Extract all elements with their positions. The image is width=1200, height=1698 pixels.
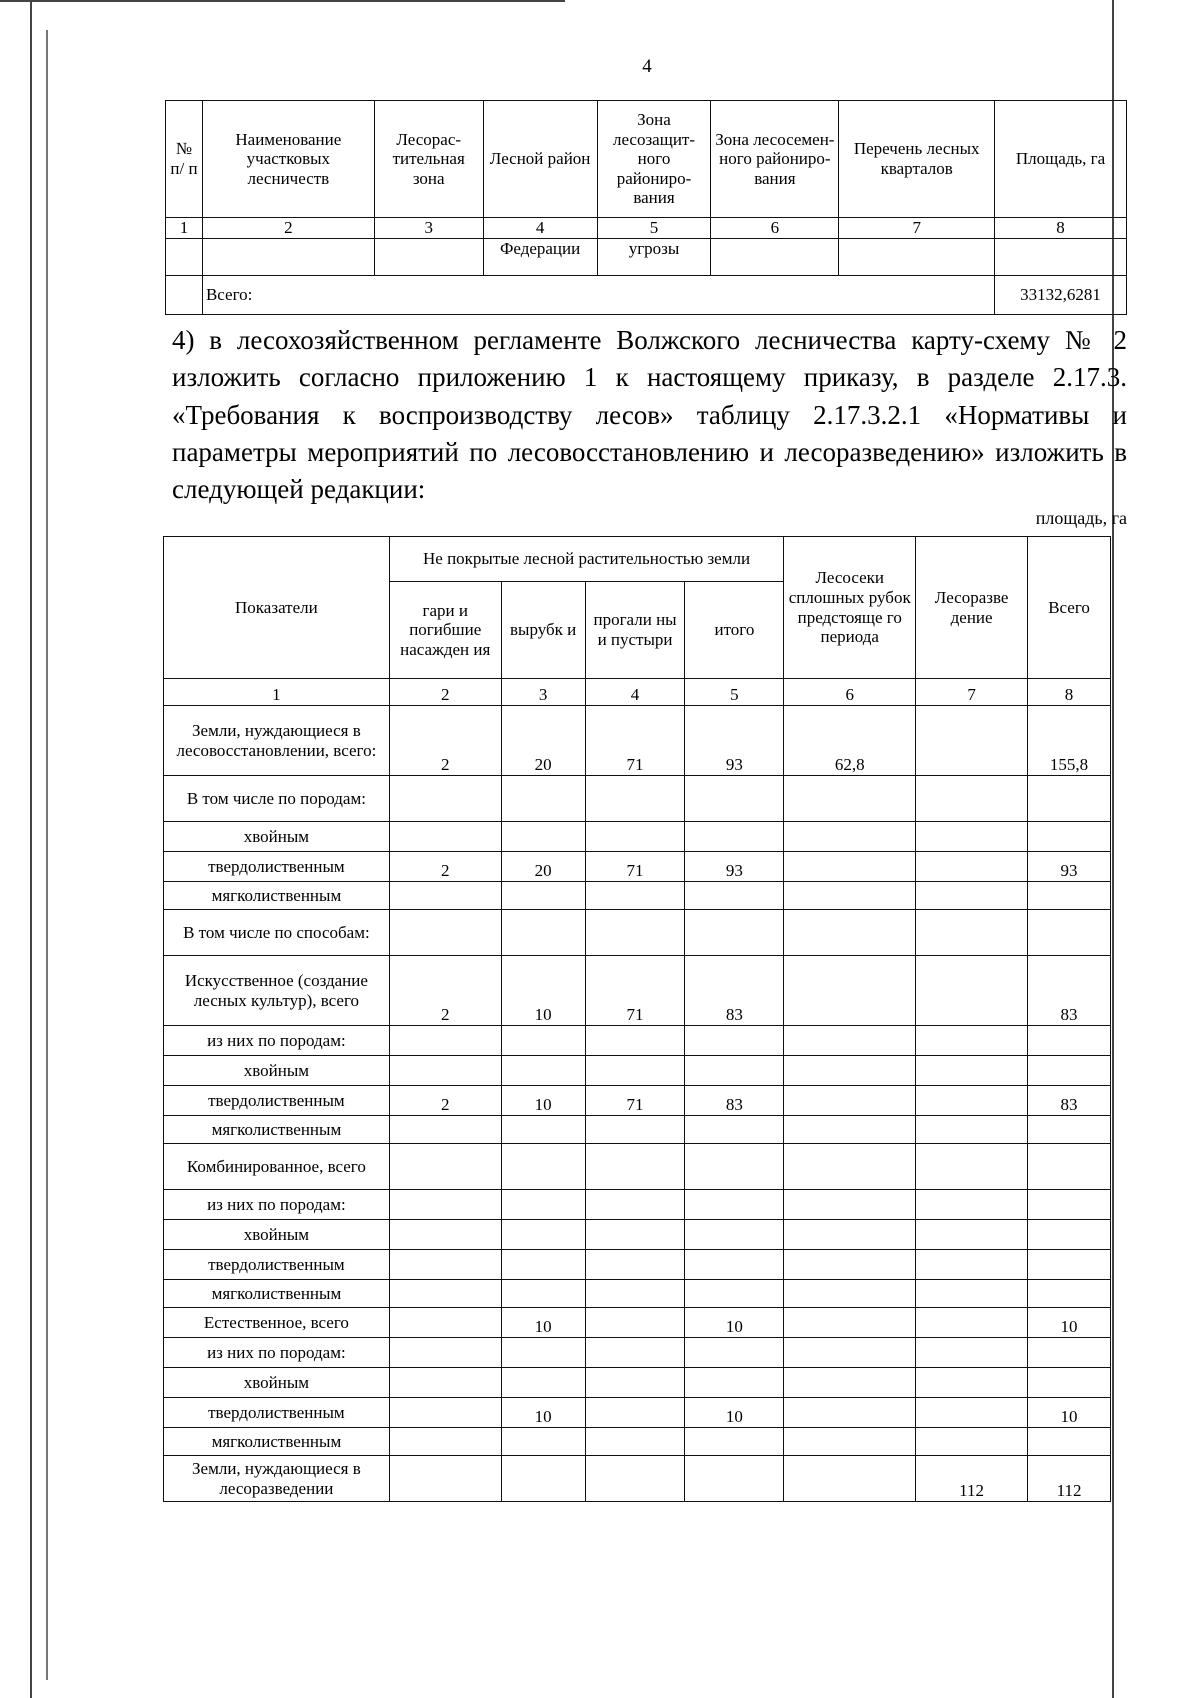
column-number: 3: [501, 679, 585, 706]
table-cell: [916, 852, 1028, 882]
table-cell: [501, 1368, 585, 1398]
table-cell: [685, 1368, 784, 1398]
column-number: 6: [711, 218, 839, 239]
table-row: [164, 956, 1111, 1026]
table-cell: [389, 1056, 501, 1086]
table-cell: [501, 1250, 585, 1280]
table-cell: 71: [585, 706, 685, 776]
table-cell: [839, 239, 995, 276]
table1-header: Лесной район: [483, 101, 597, 218]
table1-header: Зона лесосемен-ного райониро-вания: [711, 101, 839, 218]
table-row: [164, 1144, 1111, 1190]
table-cell: [784, 1144, 916, 1190]
table-cell: 2: [389, 852, 501, 882]
table-row: [164, 1428, 1111, 1456]
subheader: итого: [685, 582, 784, 679]
table-cell: [685, 1280, 784, 1308]
column-number: 8: [995, 218, 1127, 239]
table-cell: [1028, 910, 1111, 956]
table-cell: [916, 706, 1028, 776]
table-cell: [1028, 882, 1111, 910]
table-cell: [916, 1280, 1028, 1308]
table-cell: [585, 1056, 685, 1086]
table-row: [164, 1026, 1111, 1056]
table-cell: [501, 910, 585, 956]
table-cell: [389, 1428, 501, 1456]
table-cell: [501, 1338, 585, 1368]
table1-total-row: [166, 276, 1127, 315]
table-cell: [995, 239, 1127, 276]
table-row: [164, 882, 1111, 910]
row-label: хвойным: [164, 1220, 390, 1250]
table-cell: Федерации: [483, 239, 597, 276]
table-cell: [585, 1220, 685, 1250]
table-cell: 10: [501, 1398, 585, 1428]
table-cell: [685, 1338, 784, 1368]
table-row: [164, 910, 1111, 956]
table-cell: [916, 1398, 1028, 1428]
table-cell: [685, 1456, 784, 1502]
table-cell: [585, 822, 685, 852]
table-cell: [1028, 1144, 1111, 1190]
table-cell: 71: [585, 956, 685, 1026]
table-cell: [585, 1116, 685, 1144]
table-cell: [1028, 1368, 1111, 1398]
table-cell: 112: [916, 1456, 1028, 1502]
table-cell: [389, 1368, 501, 1398]
table-cell: [784, 1190, 916, 1220]
table-cell: [685, 1220, 784, 1250]
table-cell: 10: [1028, 1308, 1111, 1338]
row-label: Искусственное (создание лесных культур), всего: [164, 956, 390, 1026]
table-cell: [166, 239, 203, 276]
table-cell: 20: [501, 852, 585, 882]
table-cell: 10: [1028, 1398, 1111, 1428]
column-number: 8: [1028, 679, 1111, 706]
table-cell: [1028, 1056, 1111, 1086]
table-row: [164, 1368, 1111, 1398]
table-cell: [784, 1308, 916, 1338]
table-cell: [1028, 822, 1111, 852]
table-cell: [585, 1190, 685, 1220]
table-cell: [585, 910, 685, 956]
table-cell: [916, 882, 1028, 910]
table-cell: [784, 1338, 916, 1368]
table-cell: [685, 882, 784, 910]
column-number: 2: [389, 679, 501, 706]
subheader: гари и погибшие насажден ия: [389, 582, 501, 679]
row-label: Земли, нуждающиеся в лесоразведении: [164, 1456, 390, 1502]
table-cell: [166, 276, 203, 315]
table-cell: 155,8: [1028, 706, 1111, 776]
column-number: 7: [839, 218, 995, 239]
header-total: Всего: [1028, 537, 1111, 679]
table-cell: 83: [685, 956, 784, 1026]
table1-header: Перечень лесных кварталов: [839, 101, 995, 218]
table-row: [164, 776, 1111, 822]
table-cell: [389, 910, 501, 956]
table-row: [164, 1116, 1111, 1144]
header-cutting: Лесосеки сплошных рубок предстояще го периода: [784, 537, 916, 679]
table1-partial-row: [166, 239, 1127, 276]
table-cell: [501, 882, 585, 910]
table-cell: [784, 1428, 916, 1456]
table1-header: № п/ п: [166, 101, 203, 218]
row-label: В том числе по способам:: [164, 910, 390, 956]
table-row: [164, 1086, 1111, 1116]
table-cell: 2: [389, 956, 501, 1026]
table-cell: [784, 1056, 916, 1086]
table-cell: [1028, 1220, 1111, 1250]
table-cell: [685, 1250, 784, 1280]
table-cell: [585, 1280, 685, 1308]
table-cell: [916, 822, 1028, 852]
table-cell: [585, 1398, 685, 1428]
table-cell: [916, 1368, 1028, 1398]
table-cell: [389, 1338, 501, 1368]
subheader: вырубк и: [501, 582, 585, 679]
table-cell: [916, 956, 1028, 1026]
table-cell: 10: [501, 956, 585, 1026]
row-label: хвойным: [164, 822, 390, 852]
table-forestry-districts: [165, 100, 1127, 315]
table-cell: [784, 1086, 916, 1116]
row-label: твердолиственным: [164, 1250, 390, 1280]
row-label: из них по породам:: [164, 1026, 390, 1056]
column-number: 2: [202, 218, 374, 239]
table-cell: [1028, 1280, 1111, 1308]
table-cell: [685, 1190, 784, 1220]
table-cell: [389, 1250, 501, 1280]
table-row: [164, 706, 1111, 776]
table-cell: [685, 1428, 784, 1456]
table1-header: Наименование участковых лесничеств: [202, 101, 374, 218]
row-label: мягколиственным: [164, 1280, 390, 1308]
table-cell: 93: [685, 852, 784, 882]
table-cell: [916, 1308, 1028, 1338]
table-row: [164, 1220, 1111, 1250]
table-cell: [784, 1368, 916, 1398]
table-cell: 10: [685, 1398, 784, 1428]
table-cell: [916, 1338, 1028, 1368]
table-cell: 2: [389, 706, 501, 776]
table-cell: 83: [1028, 956, 1111, 1026]
table-cell: [389, 1398, 501, 1428]
header-afforestation: Лесоразве дение: [916, 537, 1028, 679]
table-cell: [784, 852, 916, 882]
table1-header: Лесорас-тительная зона: [374, 101, 483, 218]
table-cell: [585, 1428, 685, 1456]
table-row: [164, 822, 1111, 852]
table-cell: [784, 1116, 916, 1144]
header-indicators: Показатели: [164, 537, 390, 679]
table-cell: [374, 239, 483, 276]
table-cell: [916, 1086, 1028, 1116]
table-row: [164, 1338, 1111, 1368]
table1-header: Площадь, га: [995, 101, 1127, 218]
table2-body: [164, 706, 1111, 1502]
table-cell: 93: [685, 706, 784, 776]
table-cell: [585, 1026, 685, 1056]
table-cell: [202, 239, 374, 276]
row-label: В том числе по породам:: [164, 776, 390, 822]
scan-border-left: [30, 0, 32, 1698]
table-cell: [585, 882, 685, 910]
scan-border-top: [0, 0, 565, 2]
table-cell: 10: [501, 1086, 585, 1116]
table-cell: 93: [1028, 852, 1111, 882]
table-cell: [916, 910, 1028, 956]
table-cell: [784, 1220, 916, 1250]
table2-header-row-1: [164, 537, 1111, 582]
table-cell: [916, 1190, 1028, 1220]
table2-column-numbers: [164, 679, 1111, 706]
table-cell: [1028, 1250, 1111, 1280]
table-cell: [784, 1026, 916, 1056]
row-label: мягколиственным: [164, 882, 390, 910]
row-label: хвойным: [164, 1368, 390, 1398]
table-cell: 71: [585, 852, 685, 882]
table-cell: [585, 1338, 685, 1368]
table-cell: [916, 1250, 1028, 1280]
table-cell: [389, 1144, 501, 1190]
table-cell: [784, 882, 916, 910]
table-cell: 20: [501, 706, 585, 776]
table-cell: [389, 882, 501, 910]
column-number: 1: [166, 218, 203, 239]
table-cell: [784, 1250, 916, 1280]
table-cell: [501, 776, 585, 822]
subheader: прогали ны и пустыри: [585, 582, 685, 679]
table-cell: [784, 776, 916, 822]
table-cell: [585, 776, 685, 822]
table1-column-numbers: [166, 218, 1127, 239]
table-cell: [585, 1368, 685, 1398]
table-cell: [916, 1428, 1028, 1456]
table-cell: [784, 1280, 916, 1308]
column-number: 4: [483, 218, 597, 239]
table-cell: [585, 1308, 685, 1338]
table-cell: [1028, 1026, 1111, 1056]
table1-header-row: [166, 101, 1127, 218]
table-cell: 62,8: [784, 706, 916, 776]
column-number: 4: [585, 679, 685, 706]
table-cell: 10: [685, 1308, 784, 1338]
header-group: Не покрытые лесной растительностью земли: [389, 537, 784, 582]
table-cell: [501, 1190, 585, 1220]
table-cell: [585, 1250, 685, 1280]
column-number: 5: [685, 679, 784, 706]
table-cell: [916, 1116, 1028, 1144]
table-cell: [501, 1220, 585, 1250]
table-cell: [916, 1220, 1028, 1250]
total-value: 33132,6281: [995, 276, 1127, 315]
table-row: [164, 1456, 1111, 1502]
table-cell: [1028, 1116, 1111, 1144]
table-cell: [916, 1056, 1028, 1086]
table-cell: [389, 1456, 501, 1502]
table-cell: [389, 1308, 501, 1338]
table-cell: [685, 910, 784, 956]
table-row: [164, 1280, 1111, 1308]
column-number: 6: [784, 679, 916, 706]
table-cell: [501, 1428, 585, 1456]
table-cell: [501, 1056, 585, 1086]
column-number: 7: [916, 679, 1028, 706]
row-label: твердолиственным: [164, 1086, 390, 1116]
table-cell: [389, 1280, 501, 1308]
table-cell: [685, 1116, 784, 1144]
table-cell: [389, 822, 501, 852]
table-cell: 10: [501, 1308, 585, 1338]
table-cell: [389, 1220, 501, 1250]
table-reforestation-norms: [163, 536, 1111, 1502]
table-cell: угрозы: [597, 239, 711, 276]
table-cell: [1028, 1338, 1111, 1368]
row-label: твердолиственным: [164, 852, 390, 882]
table-cell: [916, 776, 1028, 822]
table-cell: [501, 1026, 585, 1056]
table-row: [164, 1308, 1111, 1338]
row-label: Комбинированное, всего: [164, 1144, 390, 1190]
table-cell: [389, 1026, 501, 1056]
amendment-paragraph: 4) в лесохозяйственном регламенте Волжского лесничества карту-схему № 2 изложить согласно приложению 1 к настоящему приказу, в разделе 2.17.3. «Требования к воспроизводству лесов» таблицу 2.17.3.2.1 «Нормативы и параметры мероприятий по лесовосстановлению и лесоразведению» изложить в следующей редакции:: [172, 325, 1127, 504]
table-cell: [1028, 776, 1111, 822]
column-number: 1: [164, 679, 390, 706]
table-cell: [685, 1026, 784, 1056]
table-cell: 2: [389, 1086, 501, 1116]
table-cell: [585, 1144, 685, 1190]
unit-label: площадь, га: [1035, 508, 1127, 528]
page-number: 4: [642, 56, 652, 77]
table-cell: [501, 1116, 585, 1144]
table-row: [164, 1190, 1111, 1220]
scan-border-left-inner: [46, 30, 48, 1680]
table-cell: [1028, 1428, 1111, 1456]
table-cell: [389, 776, 501, 822]
row-label: из них по породам:: [164, 1338, 390, 1368]
table-cell: [916, 1144, 1028, 1190]
table-cell: [585, 1456, 685, 1502]
table-cell: [501, 1456, 585, 1502]
table-cell: [389, 1190, 501, 1220]
table-cell: [501, 1144, 585, 1190]
table-cell: [784, 1398, 916, 1428]
table-cell: [501, 1280, 585, 1308]
total-label: Всего:: [202, 276, 994, 315]
column-number: 5: [597, 218, 711, 239]
table-cell: [685, 776, 784, 822]
table-cell: 83: [1028, 1086, 1111, 1116]
row-label: хвойным: [164, 1056, 390, 1086]
table1-header: Зона лесозащит-ного райониро-вания: [597, 101, 711, 218]
table-cell: [784, 910, 916, 956]
row-label: твердолиственным: [164, 1398, 390, 1428]
table-cell: [685, 822, 784, 852]
table-cell: 71: [585, 1086, 685, 1116]
table-cell: 112: [1028, 1456, 1111, 1502]
table-row: [164, 1398, 1111, 1428]
row-label: Земли, нуждающиеся в лесовосстановлении, всего:: [164, 706, 390, 776]
table-cell: [685, 1056, 784, 1086]
row-label: мягколиственным: [164, 1116, 390, 1144]
table-cell: [784, 956, 916, 1026]
table-cell: [1028, 1190, 1111, 1220]
table-cell: [501, 822, 585, 852]
table-cell: [711, 239, 839, 276]
table-cell: [685, 1144, 784, 1190]
row-label: мягколиственным: [164, 1428, 390, 1456]
table-cell: [389, 1116, 501, 1144]
table-cell: [784, 1456, 916, 1502]
table-cell: [916, 1026, 1028, 1056]
table-row: [164, 1250, 1111, 1280]
table-row: [164, 852, 1111, 882]
row-label: Естественное, всего: [164, 1308, 390, 1338]
row-label: из них по породам:: [164, 1190, 390, 1220]
table-row: [164, 1056, 1111, 1086]
table-cell: [784, 822, 916, 852]
column-number: 3: [374, 218, 483, 239]
table-cell: 83: [685, 1086, 784, 1116]
